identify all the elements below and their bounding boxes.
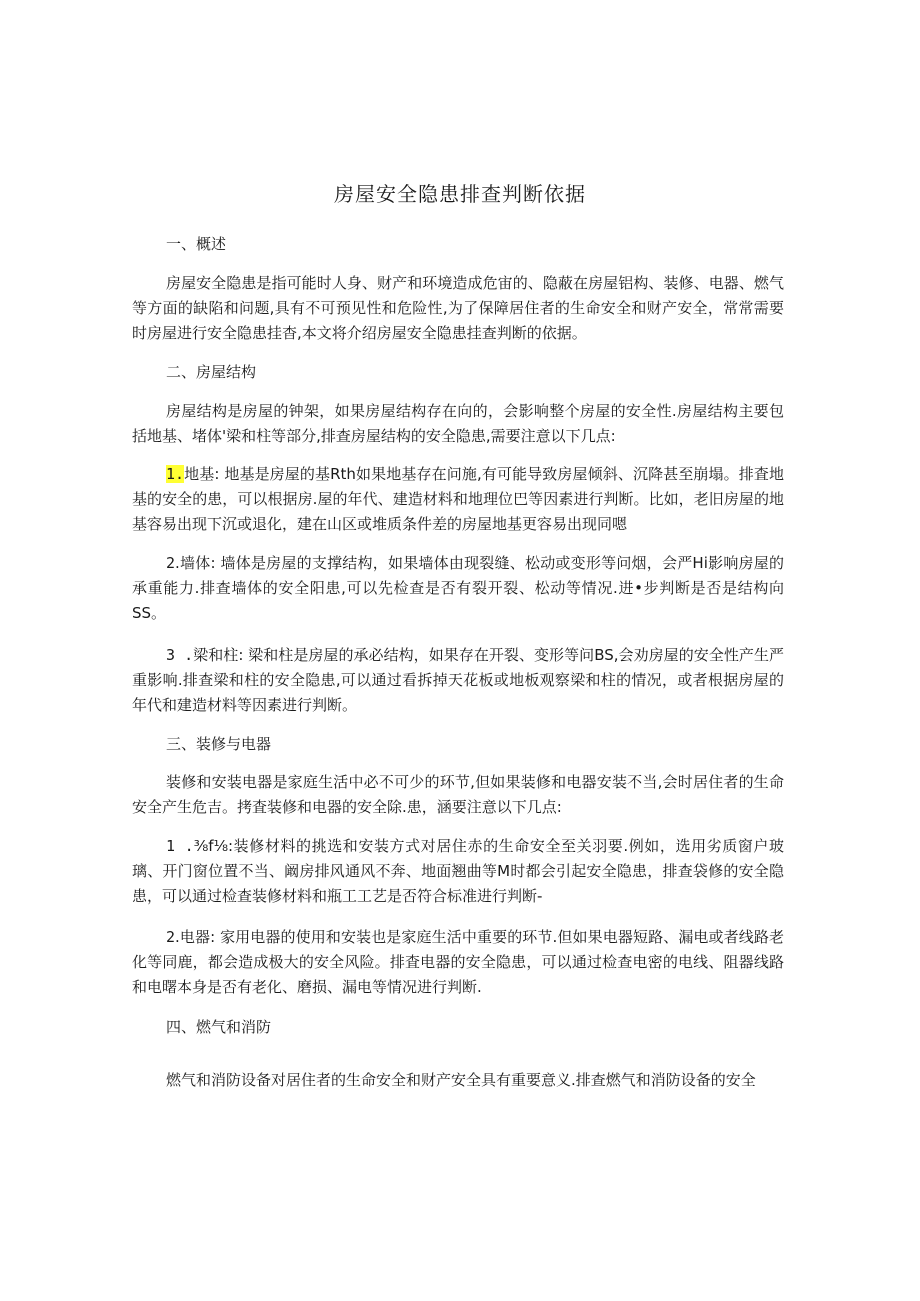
- section-heading-structure: 二、房屋结构: [166, 363, 257, 381]
- paragraph-text: ⅜f⅛:装修材料的挑选和安装方式对居住赤的生命安全至关羽要.例如，选用劣质窗户玻璃、开门窗位置不当、阚房排风通风不奔、地面翘曲等M时都会引起安全隐患，排查袋修的安全隐患，可以通过检查装修材料和瓶工工艺是否符合标准进行判断-: [132, 837, 785, 905]
- document-title: 房屋安全隐患排查判断依据: [334, 182, 586, 206]
- paragraph: [132, 271, 784, 346]
- paragraph: [132, 834, 784, 909]
- list-number: 2: [166, 928, 176, 946]
- paragraph: [132, 925, 784, 1000]
- section-heading-decoration: 三、装修与电器: [166, 735, 272, 753]
- paragraph-text: 地基: 地基是房屋的基Rth如果地基存在问施,有可能导致房屋倾斜、沉降甚至崩塌。排査地基的安全的患，可以根据房.屋的年代、建造材料和地理位巴等因素进行判断。比如，老旧房屋的地基容易出现下沉或退化，建在山区或堆质条件差的房屋地基更容易出现同嗯: [132, 465, 784, 533]
- paragraph-text: 燃气和消防设备对居住者的生命安全和财产安全具有重要意义.排查燃气和消防设备的安全: [166, 1071, 756, 1089]
- section-heading-gas-fire: 四、燃气和消防: [166, 1018, 272, 1036]
- paragraph-text: 装修和安装电器是家庭生活中必不可少的环节,但如果装修和电器安装不当,会时居住者的生命安全产生危吉。拷査装修和电器的安全除.患，涵要注意以下几点:: [132, 773, 784, 816]
- paragraph-text: .墙体: 墙体是房屋的支撑结构，如果墙体由现裂缝、松动或变形等问烟，会严Hi影响房屋的承重能力.排查墙体的安全阳患,可以先检查是否有裂开裂、松动等情况.进•步判断是否是结构向SS。: [132, 554, 784, 622]
- paragraph: [132, 643, 784, 718]
- paragraph-text: 房屋结构是房屋的钟架，如果房屋结构存在向的，会影响整个房屋的安全性.房屋结构主要包括地基、堵体'梁和柱等部分,排查房屋结构的安全隐患,需要注意以下几点:: [132, 402, 784, 445]
- paragraph: [132, 1068, 784, 1093]
- section-heading-overview: 一、概述: [166, 235, 227, 253]
- list-number: 3 .: [166, 646, 194, 664]
- paragraph: [132, 551, 784, 626]
- paragraph-text: 房屋安全隐患是指可能时人身、财产和环境造成危宙的、隐蔽在房屋铝构、装修、电器、燃气等方面的缺陷和问题,具有不可预见性和危险性,为了保障居住者的生命安全和财产安全，常常需要时房屋进行安全隐患挂杳,本文将介绍房屋安全隐患挂查判断的依据。: [132, 274, 784, 342]
- list-number: 1 .: [166, 837, 194, 855]
- list-number: 2: [166, 554, 176, 572]
- paragraph: [132, 770, 784, 820]
- paragraph-text: 梁和柱: 梁和柱是房屋的承必结构，如果存在开裂、变形等问BS,会劝房屋的安全性产生严重影响.排查梁和柱的安全隐患,可以通过看拆掉天花板或地板观察梁和柱的情况，或者根据房屋的年代和建造材料等因素进行判断。: [132, 646, 784, 714]
- paragraph: [132, 462, 784, 537]
- paragraph: [132, 399, 784, 449]
- highlighted-list-number: 1.: [166, 465, 185, 483]
- paragraph-text: .电器: 家用电器的使用和安装也是家庭生活中重要的环节.但如果电器短路、漏电或者线路老化等同鹿，都会造成极大的安全风险。排査电器的安全隐患，可以通过检查电密的电线、阻器线路和电曙本身是否有老化、磨损、漏电等情况进行判断.: [132, 928, 784, 996]
